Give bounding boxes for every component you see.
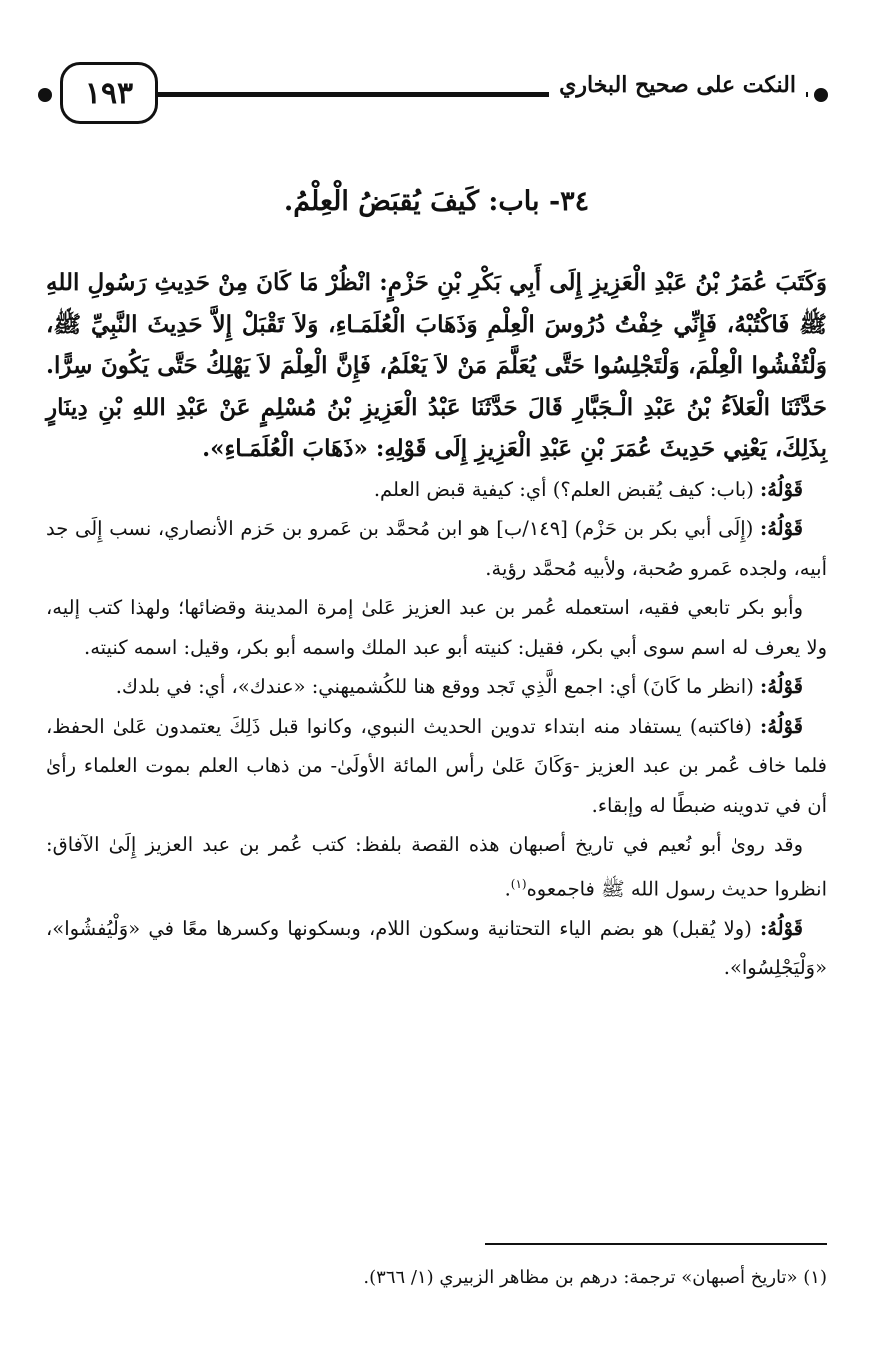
paragraph-tail: . (504, 877, 511, 900)
footnote: (١) «تاريخ أصبهان» ترجمة: درهم بن مظاهر الزبيري (١/ ٣٦٦). (363, 1267, 827, 1288)
footnote-reference[interactable]: (١) (510, 876, 527, 891)
paragraph-text: وقد روىٰ أبو نُعيم في تاريخ أصبهان هذه القصة بلفظ: كتب عُمر بن عبد العزيز إِلَىٰ الآفاق: انظروا حديث رسول الله ﷺ فاجمعوه (46, 833, 827, 900)
commentary-paragraph (46, 588, 827, 667)
header-dot-right-icon (814, 88, 828, 102)
chapter-title: ٣٤- باب: كَيفَ يُقبَضُ الْعِلْمُ. (283, 186, 590, 217)
running-title: النكت على صحيح البخاري (549, 72, 806, 98)
header-dot-left-icon (38, 88, 52, 102)
paragraph-label: قَوْلُهُ: (760, 517, 803, 540)
commentary-paragraph (46, 707, 827, 826)
page-header (38, 58, 828, 138)
paragraph-text: (فاكتبه) يستفاد منه ابتداء تدوين الحديث النبوي، وكانوا قبل ذَلِكَ يعتمدون عَلىٰ الحفظ، فلما خاف عُمر بن عبد العزيز -وَكَانَ عَلىٰ رأس المائة الأولَىٰ- من ذهاب العلم بموت العلماء رأىٰ أن في تدوينه ضبطًا له وإبقاء. (46, 714, 827, 817)
paragraph-text: (إِلَى أبي بكر بن حَزْم) [١٤٩/ب] هو ابن مُحمَّد بن عَمرو بن حَزم الأنصاري، نسب إِلَى جد أبيه، ولجده عَمرو صُحبة، ولأبيه مُحمَّد رؤية. (46, 517, 827, 580)
paragraph-text: (انظر ما كَانَ) أي: اجمع الَّذِي تَجد ووقع هنا للكُشميهني: «عندك»، أي: في بلدك. (115, 675, 760, 698)
page-number: ١٩٣ (60, 62, 158, 124)
paragraph-text: وأبو بكر تابعي فقيه، استعمله عُمر بن عبد العزيز عَلىٰ إمرة المدينة وقضائها؛ ولهذا كتب إليه، ولا يعرف له اسم سوى أبي بكر، فقيل: كنيته أبو عبد الملك واسمه أبو بكر، وقيل: اسمه كنيته. (46, 596, 827, 659)
commentary-paragraph (46, 825, 827, 909)
paragraph-text: (ولا يُقبل) هو بضم الياء التحتانية وسكون اللام، وبسكونها وكسرها معًا في «وَلْيُفشُوا»، «وَلْيَجْلِسُوا». (46, 916, 827, 979)
main-content (46, 262, 827, 988)
paragraph-text: (باب: كيف يُقبض العلم؟) أي: كيفية قبض العلم. (373, 477, 760, 501)
commentary-paragraph (46, 470, 827, 510)
paragraph-label: قَوْلُهُ: (760, 675, 803, 698)
paragraph-label: قَوْلُهُ: (760, 714, 803, 738)
paragraph-label: قَوْلُهُ: (760, 916, 803, 940)
paragraph-label: قَوْلُهُ: (760, 477, 803, 501)
commentary-paragraph (46, 909, 827, 988)
footnote-divider (485, 1243, 827, 1245)
hadith-text: وَكَتَبَ عُمَرُ بْنُ عَبْدِ الْعَزِيزِ إِلَى أَبِي بَكْرِ بْنِ حَزْمٍ: انْظُرْ مَا كَانَ مِنْ حَدِيثِ رَسُولِ اللهِ ﷺ فَاكْتُبْهُ، فَإِنِّي خِفْتُ دُرُوسَ الْعِلْمِ وَذَهَابَ الْعُلَمَـاءِ، وَلاَ تَقْبَلْ إِلاَّ حَدِيثَ النَّبِيِّ ﷺ، وَلْتُفْشُوا الْعِلْمَ، وَلْتَجْلِسُوا حَتَّى يُعَلَّمَ مَنْ لاَ يَعْلَمُ، فَإِنَّ الْعِلْمَ لاَ يَهْلِكُ حَتَّى يَكُونَ سِرًّا. حَدَّثَنَا الْعَلاَءُ بْنُ عَبْدِ الْـجَبَّارِ قَالَ حَدَّثَنَا عَبْدُ الْعَزِيزِ بْنُ مُسْلِمٍ عَنْ عَبْدِ اللهِ بْنِ دِينَارٍ بِذَلِكَ، يَعْنِي حَدِيثَ عُمَرَ بْنِ عَبْدِ الْعَزِيزِ إِلَى قَوْلِهِ: «ذَهَابَ الْعُلَمَـاءِ». (46, 269, 827, 462)
commentary-paragraph (46, 667, 827, 707)
commentary-paragraph (46, 509, 827, 588)
